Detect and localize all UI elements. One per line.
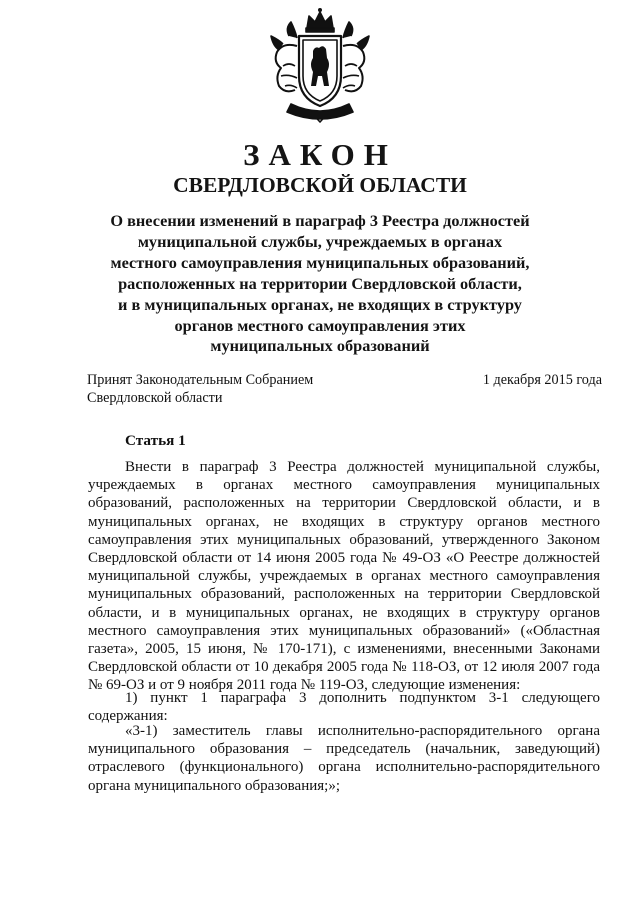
adopting-body	[87, 371, 313, 407]
subject-line: муниципальных образований	[210, 336, 430, 356]
article-heading: Статья 1	[125, 432, 186, 449]
adopting-body-line: Свердловской области	[87, 390, 223, 406]
law-title: ЗАКОН	[243, 137, 397, 172]
region-title: СВЕРДЛОВСКОЙ ОБЛАСТИ	[173, 173, 467, 197]
subject-line: О внесении изменений в параграф 3 Реестра должностей	[110, 211, 530, 230]
subject-line: расположенных на территории Свердловской области,	[118, 273, 522, 293]
adopting-body-line: Принят Законодательным Собранием	[87, 372, 314, 388]
sverdlovsk-coat-of-arms-icon	[269, 6, 371, 126]
article-paragraph	[88, 722, 600, 795]
article-paragraph	[88, 689, 600, 725]
law-subject-title	[70, 211, 570, 357]
paragraph-text: «3-1) заместитель главы исполнительно-распорядительного органа муниципального образования – председатель (начальник, заведующий) отраслевого (функционального) органа исполнительно-распорядительного органа муниципального образования;»;	[88, 723, 600, 794]
subject-line: органов местного самоуправления этих	[174, 315, 466, 335]
subject-line: муниципальной службы, учреждаемых в органах	[137, 231, 503, 251]
subject-line: местного самоуправления муниципальных образований,	[110, 252, 530, 272]
article-paragraph	[88, 458, 600, 695]
paragraph-text: Внести в параграф 3 Реестра должностей муниципальной службы, учреждаемых в органах местного самоуправления муниципальных образований, расположенных на территории Свердловской области, и в муниципальных органах, не входящих в структуру органов местного самоуправления этих муниципальных образований, утвержденного Законом Свердловской области от 14 июня 2005 года № 49-ОЗ «О Реестре должностей муниципальной службы, учреждаемых в органах местного самоуправления муниципальных образований, расположенных на территории Свердловской области, и в муниципальных органах, не входящих в структуру органов местного самоуправления этих муниципальных образований» («Областная газета», 2005, 15 июня, № 170-171), с изменениями, внесенными Законами Свердловской области от 10 декабря 2005 года № 118-ОЗ, от 12 июля 2007 года № 69-ОЗ и от 9 ноября 2011 года № 119-ОЗ, следующие изменения:	[88, 459, 600, 694]
adoption-date: 1 декабря 2015 года	[482, 372, 602, 388]
subject-line: и в муниципальных органах, не входящих в структуру	[118, 294, 522, 314]
paragraph-text: 1) пункт 1 параграфа 3 дополнить подпунктом 3-1 следующего содержания:	[88, 690, 600, 725]
